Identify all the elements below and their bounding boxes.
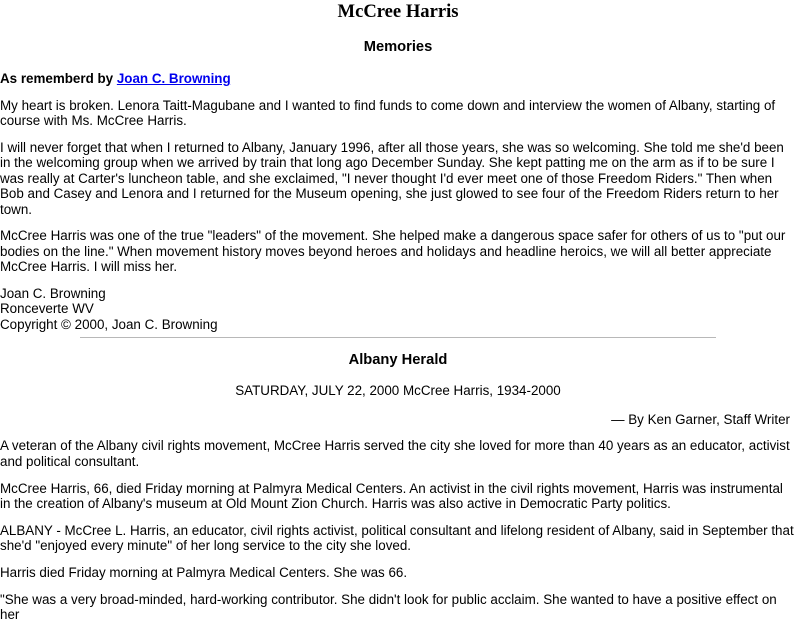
copyright-line: Copyright © 2000, Joan C. Browning [0, 316, 218, 332]
section-heading-albany-herald: Albany Herald [348, 352, 448, 369]
article-paragraph: A veteran of the Albany civil rights movement, McCree Harris served the city she loved for more than 40 years as an educator, activist and political consultant. [0, 438, 790, 469]
memory-paragraph: I will never forget that when I returned to Albany, January 1996, after all those years, she was so welcoming. She told me she'd been in the welcoming group when we arrived by train that long ago December Sunday. She kept patting me on the arm as if to be sure I was really at Carter's luncheon table, and she exclaimed, "I never thought I'd ever meet one of those Freedom Riders." Then when Bob and Casey and Lenora and I returned for the Museum opening, she just glowed to see four of the Freedom Riders return to her town. [0, 140, 784, 217]
memory-paragraph: McCree Harris was one of the true "leaders" of the movement. She helped make a dangerous space safer for others of us to "put our bodies on the line." When movement history moves beyond heroes and holidays and headline heroics, we will all better appreciate McCree Harris. I will miss her. [0, 228, 786, 275]
memory-paragraph: My heart is broken. Lenora Taitt-Magubane and I wanted to find funds to come down and interview the women of Albany, starting of course with Ms. McCree Harris. [0, 97, 776, 129]
byline [0, 71, 796, 86]
section-divider [80, 337, 716, 338]
document-page [0, 2, 800, 623]
signature-block [0, 286, 796, 332]
byline-prefix: As rememberd by [0, 71, 117, 86]
article-paragraph: "She was a very broad-minded, hard-working contributor. She didn't look for public acclaim. She wanted to have a positive effect on her [0, 591, 777, 623]
article-paragraph: McCree Harris, 66, died Friday morning at Palmyra Medical Centers. An activist in the civil rights movement, Harris was instrumental in the creation of Albany's museum at Old Mount Zion Church. Harris was also active in Democratic Party politics. [0, 480, 783, 512]
page-title: McCree Harris [337, 1, 459, 22]
section-heading-memories: Memories [363, 39, 433, 55]
signature-name: Joan C. Browning [0, 286, 106, 302]
signature-location: Ronceverte WV [0, 301, 94, 317]
author-link[interactable]: Joan C. Browning [116, 71, 231, 86]
article-paragraph: Harris died Friday morning at Palmyra Medical Centers. She was 66. [0, 565, 408, 581]
article-paragraph: ALBANY - McCree L. Harris, an educator, civil rights activist, political consultant and lifelong resident of Albany, said in September that she'd "enjoyed every minute" of her long service to the city she loved. [0, 522, 794, 554]
article-author: — By Ken Garner, Staff Writer [611, 411, 790, 427]
article-dateline: SATURDAY, JULY 22, 2000 McCree Harris, 1934-2000 [235, 383, 561, 399]
